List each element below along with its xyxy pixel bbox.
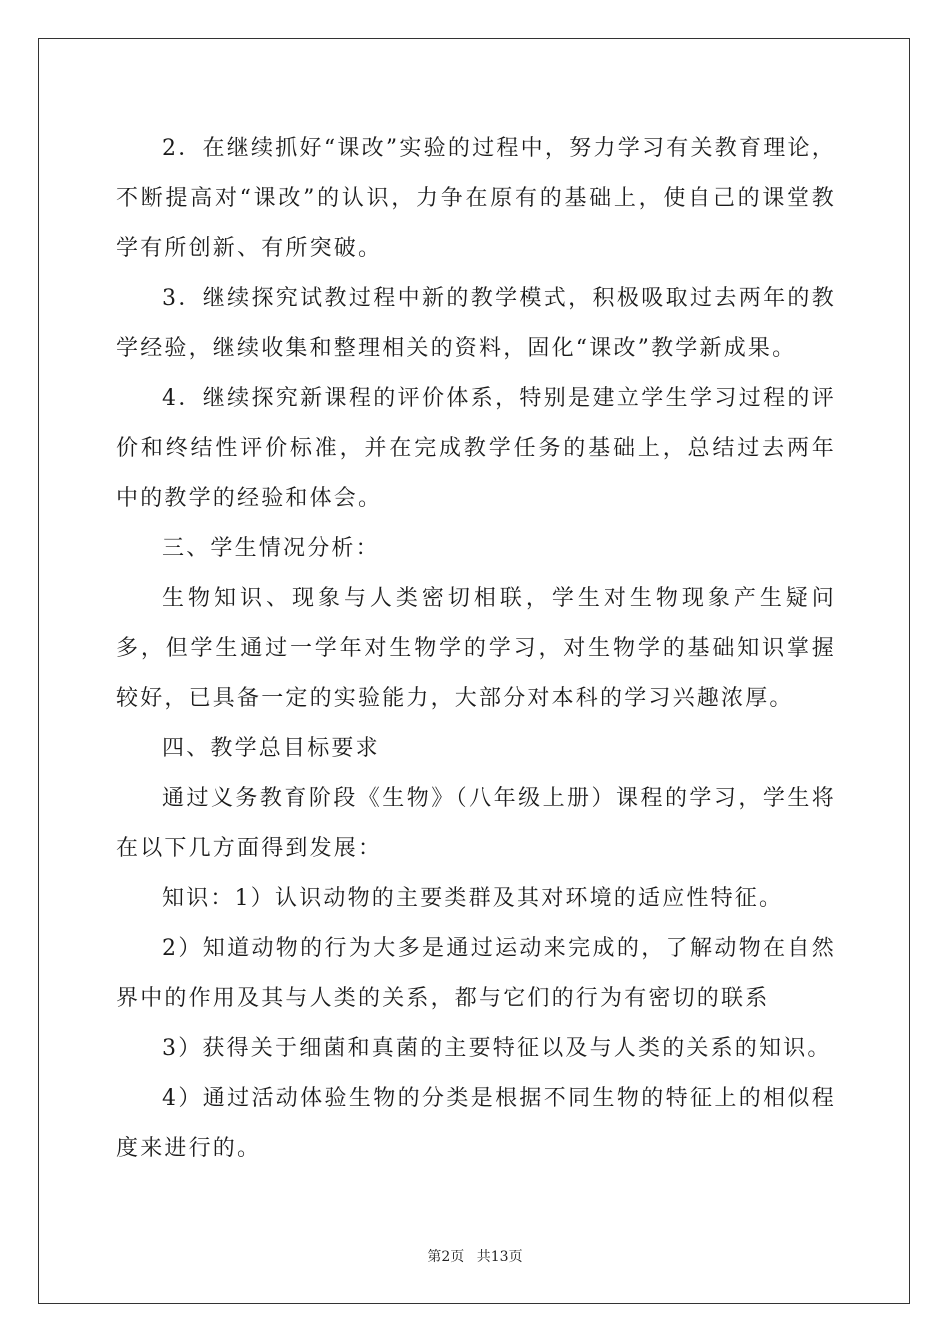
section-heading-teaching-goals: 四、教学总目标要求 bbox=[162, 736, 380, 761]
document-body bbox=[116, 124, 836, 1174]
page-footer bbox=[0, 1246, 950, 1266]
paragraph-goals-intro: 通过义务教育阶段《生物》（八年级上册）课程的学习，学生将在以下几方面得到发展： bbox=[116, 786, 836, 861]
page-total: 共13页 bbox=[476, 1249, 523, 1265]
page-number: 第2页 bbox=[427, 1249, 465, 1265]
section-heading-student-analysis: 三、学生情况分析： bbox=[162, 536, 380, 561]
paragraph-knowledge-4: 4）通过活动体验生物的分类是根据不同生物的特征上的相似程度来进行的。 bbox=[116, 1086, 836, 1161]
paragraph-goal-3: 3．继续探究试教过程中新的教学模式，积极吸取过去两年的教学经验，继续收集和整理相关的资料，固化“课改”教学新成果。 bbox=[116, 286, 836, 361]
paragraph-goal-4: 4．继续探究新课程的评价体系，特别是建立学生学习过程的评价和终结性评价标准，并在完成教学任务的基础上，总结过去两年中的教学的经验和体会。 bbox=[116, 386, 836, 511]
paragraph-student-analysis: 生物知识、现象与人类密切相联，学生对生物现象产生疑问多，但学生通过一学年对生物学的学习，对生物学的基础知识掌握较好，已具备一定的实验能力，大部分对本科的学习兴趣浓厚。 bbox=[116, 586, 836, 711]
paragraph-knowledge-3: 3）获得关于细菌和真菌的主要特征以及与人类的关系的知识。 bbox=[162, 1036, 832, 1061]
paragraph-goal-2: 2．在继续抓好“课改”实验的过程中，努力学习有关教育理论，不断提高对“课改”的认识，力争在原有的基础上，使自己的课堂教学有所创新、有所突破。 bbox=[116, 136, 836, 261]
paragraph-knowledge-1: 知识：1）认识动物的主要类群及其对环境的适应性特征。 bbox=[162, 886, 784, 911]
paragraph-knowledge-2: 2）知道动物的行为大多是通过运动来完成的，了解动物在自然界中的作用及其与人类的关系，都与它们的行为有密切的联系 bbox=[116, 936, 836, 1011]
